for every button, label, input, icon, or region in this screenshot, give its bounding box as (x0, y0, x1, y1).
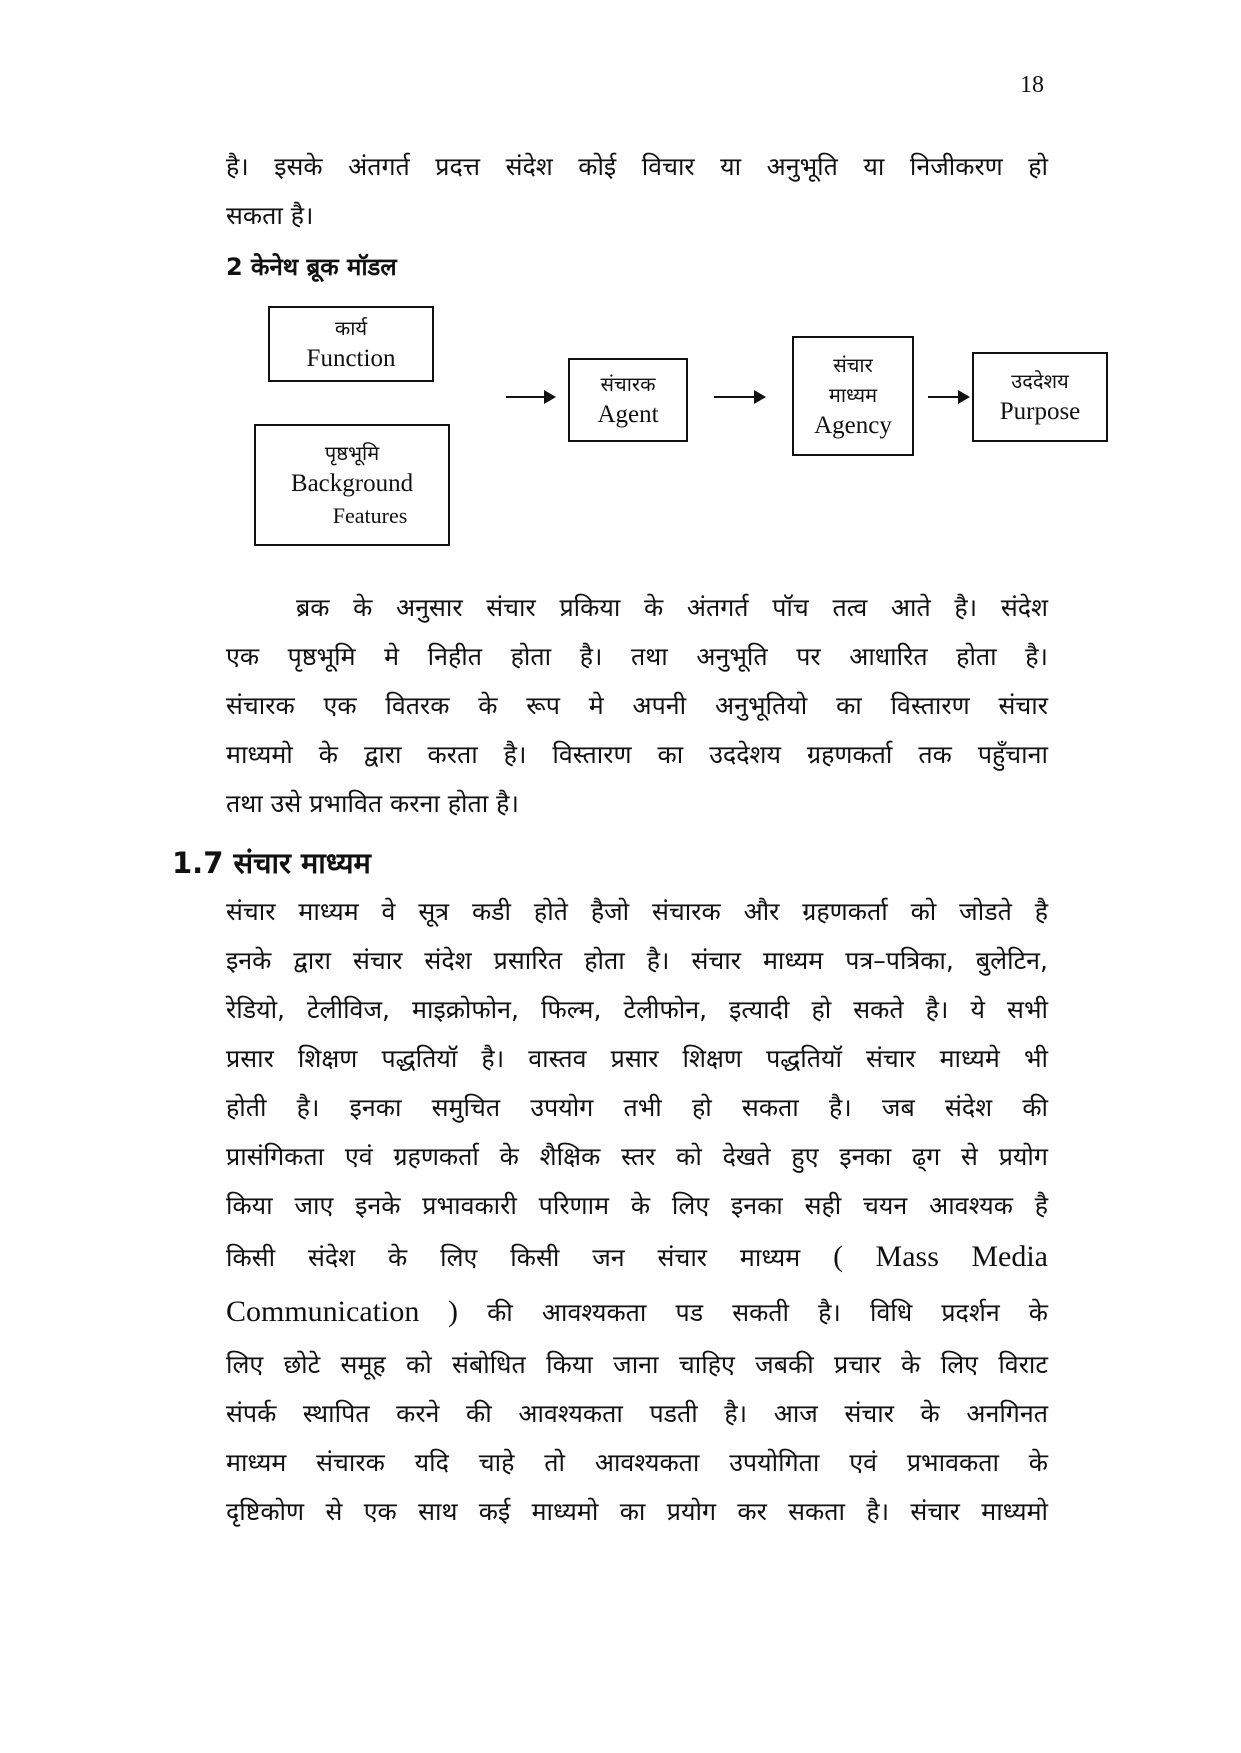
text-segment-hi: की आवश्यकता पड सकती है। विधि प्रदर्शन के (487, 1298, 1049, 1327)
text-line-mixed (226, 1230, 1048, 1285)
box-background (254, 424, 450, 546)
box-label-hi: उददेशय (1011, 369, 1069, 393)
text-line: होती है। इनका समुचित उपयोग तभी हो सकता है। जब संदेश की (226, 1093, 1048, 1122)
brook-paragraph (226, 583, 1048, 828)
text-line: किया जाए इनके प्रभावकारी परिणाम के लिए इनका सही चयन आवश्यक है (226, 1191, 1048, 1220)
box-label-hi: कार्य (334, 316, 368, 340)
text-line: दृष्टिकोण से एक साथ कई माध्यमो का प्रयोग कर सकता है। संचार माध्यमो (226, 1497, 1048, 1526)
box-purpose (972, 352, 1108, 442)
text-line: माध्यम संचारक यदि चाहे तो आवश्यकता उपयोगिता एवं प्रभावकता के (226, 1448, 1048, 1477)
box-function (268, 306, 434, 382)
text-segment-en: ( Mass Media (833, 1240, 1048, 1273)
box-label-en: Background (290, 470, 414, 497)
box-label-en-2: Features (332, 503, 408, 528)
text-line: इनके द्वारा संचार संदेश प्रसारित होता है। संचार माध्यम पत्र–पत्रिका, बुलेटिन, (226, 946, 1048, 975)
text-line: तथा उसे प्रभावित करना होता है। (226, 789, 519, 818)
box-agent (568, 358, 688, 442)
text-line: है। इसके अंतगर्त प्रदत्त संदेश कोई विचार या अनुभूति या निजीकरण हो (226, 152, 1048, 181)
text-segment-en: Communication ) (226, 1295, 458, 1328)
text-line-mixed (226, 1285, 1048, 1340)
box-label-en: Function (306, 345, 396, 372)
arrow-to-agency (714, 396, 764, 398)
box-label-hi-2: माध्यम (828, 383, 878, 407)
text-line: लिए छोटे समूह को संबोधित किया जाना चाहिए जबकी प्रचार के लिए विराट (226, 1350, 1048, 1379)
text-line: संपर्क स्थापित करने की आवश्यकता पडती है। आज संचार के अनगिनत (226, 1399, 1048, 1428)
text-line: माध्यमो के द्वारा करता है। विस्तारण का उददेशय ग्रहणकर्ता तक पहुँचाना (226, 740, 1048, 769)
media-paragraph (226, 887, 1048, 1536)
text-line: संचारक एक वितरक के रूप मे अपनी अनुभूतियो का विस्तारण संचार (226, 691, 1048, 720)
box-label-hi: संचारक (600, 372, 656, 396)
arrow-to-purpose (928, 396, 968, 398)
text-segment-hi: किसी संदेश के लिए किसी जन संचार माध्यम (226, 1243, 801, 1272)
box-label-en: Agent (597, 401, 659, 428)
intro-paragraph (226, 142, 1048, 240)
page-number: 18 (1020, 72, 1044, 98)
text-line: प्रासंगिकता एवं ग्रहणकर्ता के शैक्षिक स्तर को देखते हुए इनका ढ्ग से प्रयोग (226, 1142, 1048, 1171)
box-label-en: Agency (814, 412, 892, 439)
text-line: सकता है। (226, 201, 314, 230)
text-line: रेडियो, टेलीविज, माइक्रोफोन, फिल्म, टेलीफोन, इत्यादी हो सकते है। ये सभी (226, 995, 1048, 1024)
box-label-hi: संचार (833, 353, 873, 377)
section-heading: 1.7 संचार माध्यम (172, 846, 371, 880)
text-line: ब्रक के अनुसार संचार प्रकिया के अंतगर्त पॉच तत्व आते है। संदेश (296, 593, 1048, 622)
box-label-en: Purpose (999, 398, 1081, 425)
box-label-hi: पृष्ठभूमि (324, 441, 380, 465)
text-line: एक पृष्ठभूमि मे निहीत होता है। तथा अनुभूति पर आधारित होता है। (226, 642, 1048, 671)
text-line: संचार माध्यम वे सूत्र कडी होते हैजो संचारक और ग्रहणकर्ता को जोडते है (226, 897, 1048, 926)
arrow-to-agent (506, 396, 554, 398)
text-line: प्रसार शिक्षण पद्धतियॉ है। वास्तव प्रसार शिक्षण पद्धतियॉ संचार माध्यमे भी (226, 1044, 1048, 1073)
box-agency (792, 336, 914, 456)
model-heading: 2 केनेथ ब्रूक मॉडल (226, 253, 397, 281)
